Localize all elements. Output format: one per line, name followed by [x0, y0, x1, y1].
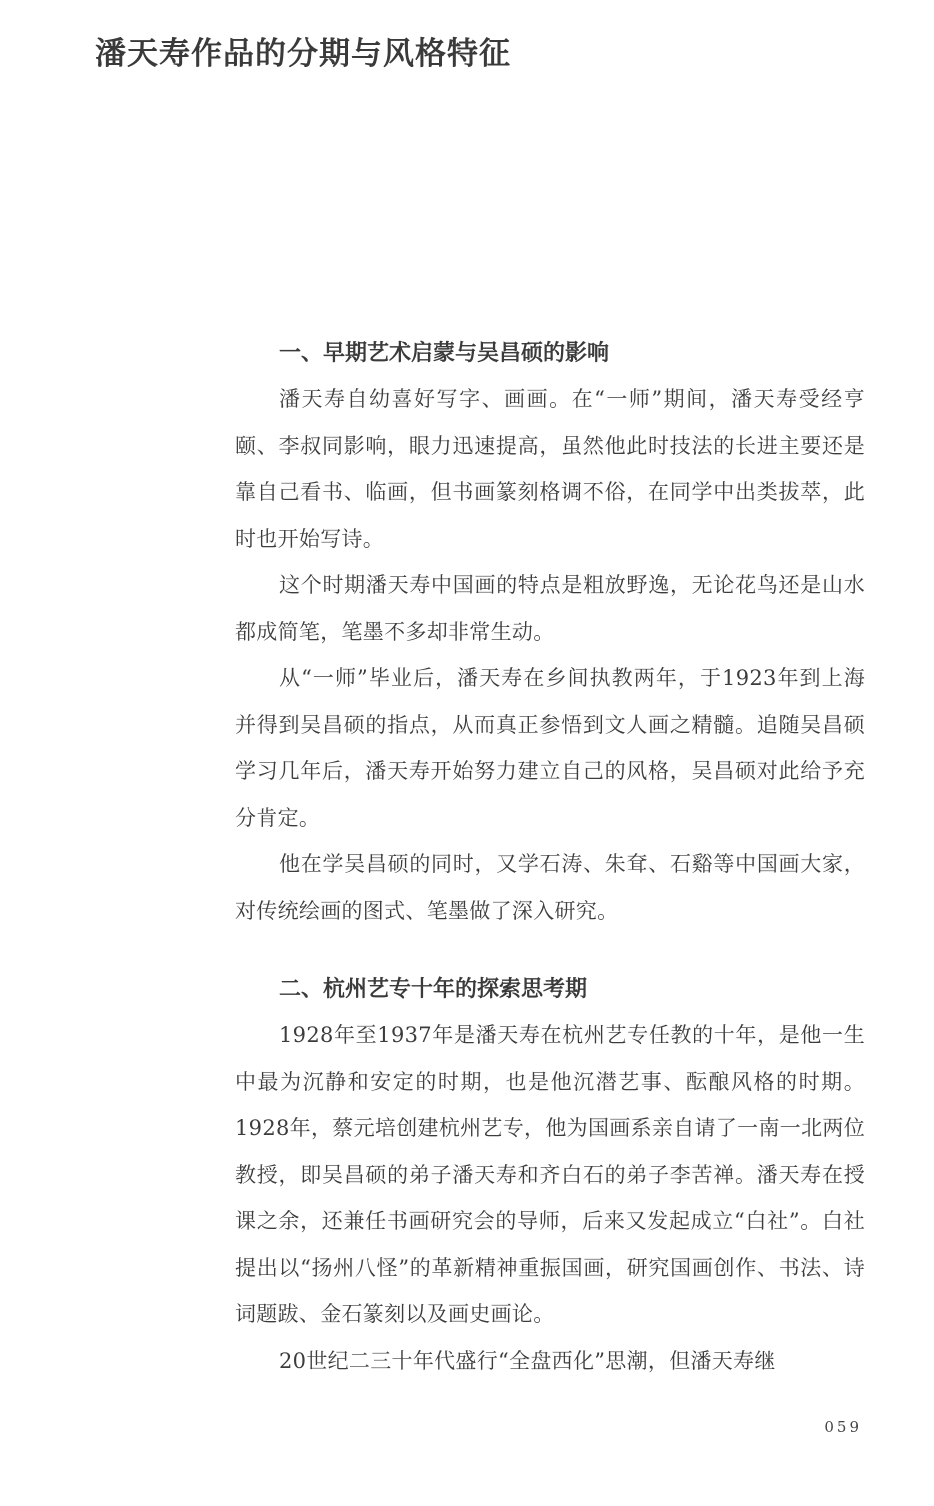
paragraph: 1928年至1937年是潘天寿在杭州艺专任教的十年，是他一生中最为沉静和安定的时期，也是他沉潜艺事、酝酿风格的时期。1928年，蔡元培创建杭州艺专，他为国画系亲自请了一南一北两位教授，即吴昌硕的弟子潘天寿和齐白石的弟子李苦禅。潘天寿在授课之余，还兼任书画研究会的导师，后来又发起成立“白社”。白社提出以“扬州八怪”的革新精神重振国画，研究国画创作、书法、诗词题跋、金石篆刻以及画史画论。 — [235, 1023, 865, 1326]
page-number: 059 — [824, 1418, 862, 1436]
paragraph: 他在学吴昌硕的同时，又学石涛、朱耷、石谿等中国画大家，对传统绘画的图式、笔墨做了深入研究。 — [235, 852, 865, 923]
section-heading: 二、杭州艺专十年的探索思考期 — [279, 976, 588, 1002]
paragraph: 这个时期潘天寿中国画的特点是粗放野逸，无论花鸟还是山水都成简笔，笔墨不多却非常生动。 — [235, 573, 865, 644]
paragraph: 从“一师”毕业后，潘天寿在乡间执教两年，于1923年到上海并得到吴昌硕的指点，从而真正参悟到文人画之精髓。追随吴昌硕学习几年后，潘天寿开始努力建立自己的风格，吴昌硕对此给予充分肯定。 — [235, 666, 865, 830]
section-2 — [235, 966, 865, 1384]
paragraph: 20世纪二三十年代盛行“全盘西化”思潮，但潘天寿继 — [279, 1348, 776, 1373]
section-heading: 一、早期艺术启蒙与吴昌硕的影响 — [279, 340, 610, 366]
paragraph: 潘天寿自幼喜好写字、画画。在“一师”期间，潘天寿受经亨颐、李叔同影响，眼力迅速提高，虽然他此时技法的长进主要还是靠自己看书、临画，但书画篆刻格调不俗，在同学中出类拔萃，此时也开始写诗。 — [235, 387, 865, 551]
running-title: 潘天寿作品的分期与风格特征 — [95, 36, 511, 72]
section-1 — [235, 330, 865, 934]
text-column — [235, 330, 865, 1384]
